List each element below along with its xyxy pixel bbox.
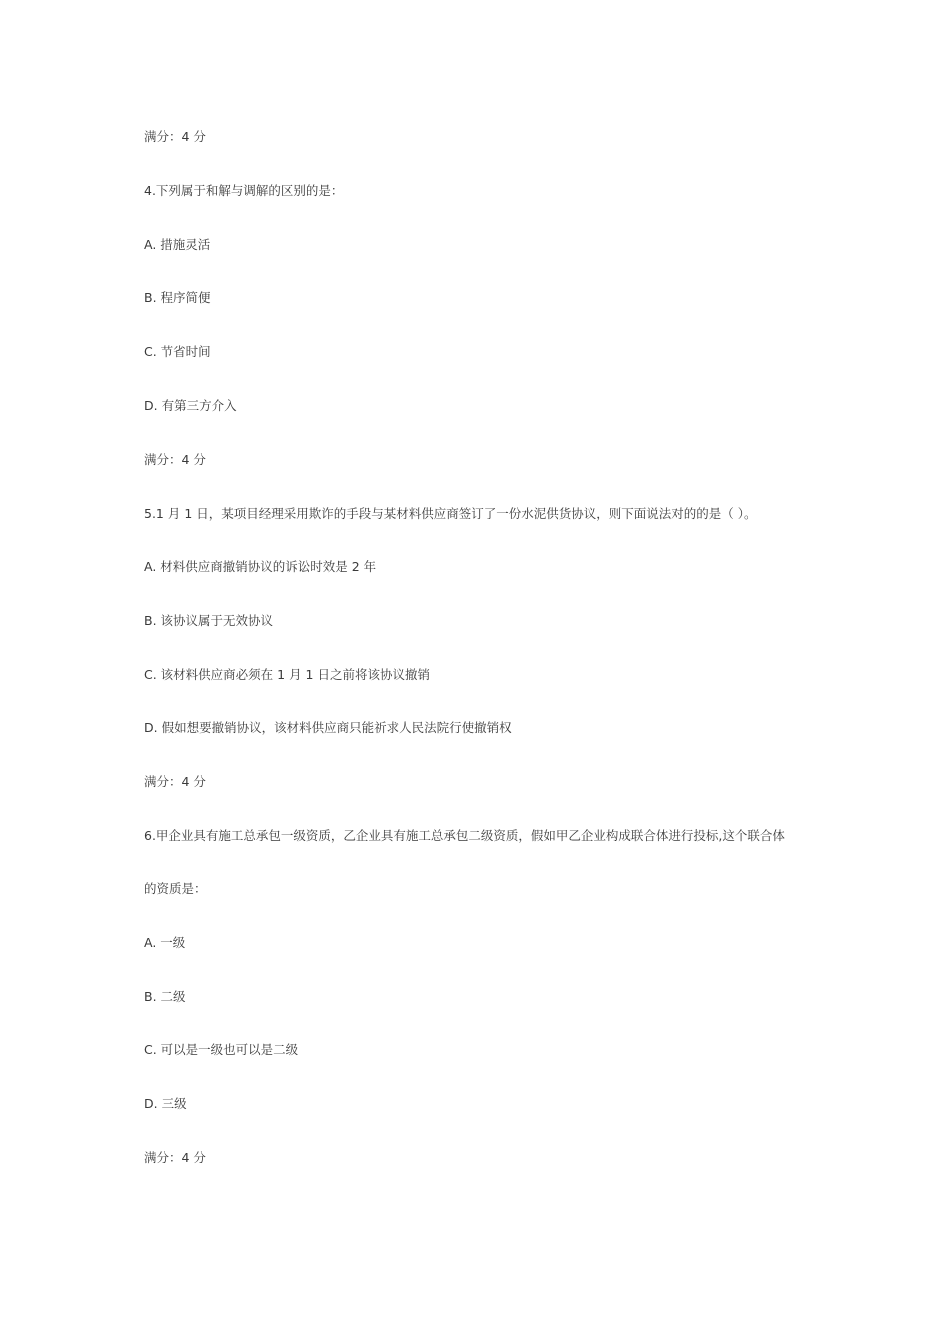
question-6-option-c: C. 可以是一级也可以是二级 [144,1042,299,1057]
question-4-option-d: D. 有第三方介入 [144,398,237,413]
question-5-option-a: A. 材料供应商撤销协议的诉讼时效是 2 年 [144,559,377,574]
question-5-option-c: C. 该材料供应商必须在 1 月 1 日之前将该协议撤销 [144,667,430,682]
question-4-option-c: C. 节省时间 [144,344,211,359]
question-4-option-b: B. 程序简便 [144,290,211,305]
score-line: 满分：4 分 [144,452,206,467]
question-4-option-a: A. 措施灵活 [144,237,211,252]
score-line: 满分：4 分 [144,1150,206,1165]
question-5-option-d: D. 假如想要撤销协议，该材料供应商只能祈求人民法院行使撤销权 [144,720,512,735]
question-6-text: 6.甲企业具有施工总承包一级资质，乙企业具有施工总承包二级资质，假如甲乙企业构成联合体进行投标,这个联合体 [144,828,785,843]
question-6-option-a: A. 一级 [144,935,186,950]
question-6-text-continued: 的资质是： [144,881,207,896]
question-6-option-d: D. 三级 [144,1096,187,1111]
question-4-text: 4.下列属于和解与调解的区别的是： [144,183,344,198]
question-6-option-b: B. 二级 [144,989,186,1004]
score-line: 满分：4 分 [144,774,206,789]
question-5-text: 5.1 月 1 日，某项目经理采用欺诈的手段与某材料供应商签订了一份水泥供货协议，则下面说法对的的是（ ）。 [144,506,757,521]
score-line: 满分：4 分 [144,129,206,144]
question-5-option-b: B. 该协议属于无效协议 [144,613,274,628]
